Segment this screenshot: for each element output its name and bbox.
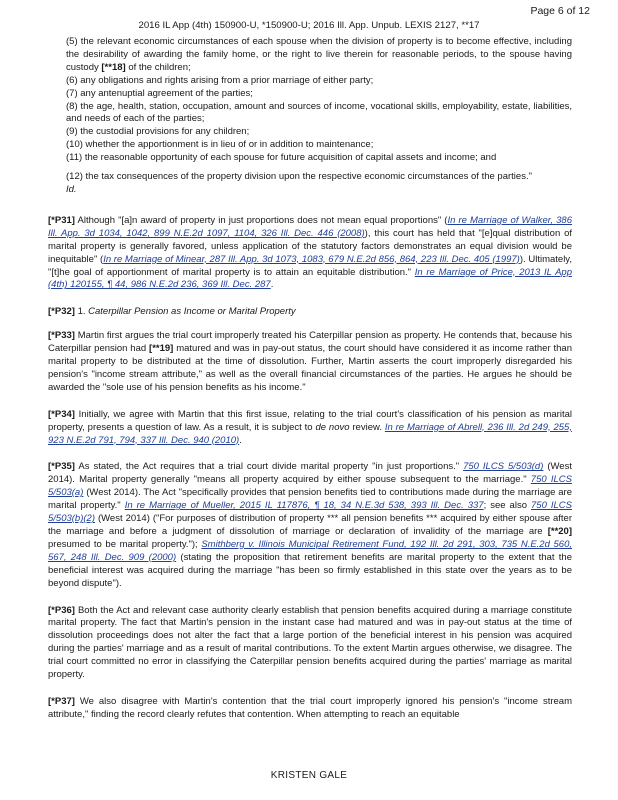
paragraph-p34: [*P34] Initially, we agree with Martin that this first issue, relating to the trial court's classification of his pension as marital property, presents a question of law. As a result, it is subject to de novo review. In re Marriage of Abrell, 236 Ill. 2d 249, 255, 923 N.E.2d 791, 794, 337 Ill. Dec. 940 (2010). bbox=[48, 408, 572, 446]
section-heading: Caterpillar Pension as Income or Marital Property bbox=[88, 306, 296, 318]
paragraph-p31: [*P31] Although "[a]n award of property in just proportions does not mean equal proportions" (In re Marriage of Walker, 386 Ill. App. 3d 1034, 1042, 899 N.E.2d 1097, 1104, 326 Ill. Dec. 446 (2008)), this court has held that "[e]qual distribution of marital property is generally favored, unless application of the statutory factors demonstrates an equal division would be inequitable" (In re Marriage of Minear, 287 Ill. App. 3d 1073, 1083, 679 N.E.2d 856, 864, 223 Ill. Dec. 405 (1997)). Ultimately, "[t]he goal of apportionment of marital property is to attain an equitable distribution." In re Marriage of Price, 2013 IL App (4th) 120155, ¶ 44, 986 N.E.2d 236, 369 Ill. Dec. 287. bbox=[48, 214, 572, 291]
case-link[interactable]: In re Marriage of Abrell, 236 Ill. 2d 249, 255, 923 N.E.2d 791, 794, 337 Ill. Dec. 940 (2010) bbox=[48, 421, 572, 446]
pin-cite: [*P32] bbox=[48, 306, 75, 318]
pin-cite: [*P34] bbox=[48, 408, 75, 420]
factor-11: (11) the reasonable opportunity of each spouse for future acquisition of capital assets and income; and bbox=[66, 152, 497, 164]
page-number: Page 6 of 12 bbox=[530, 5, 590, 17]
paragraph-p35: [*P35] As stated, the Act requires that a trial court divide marital property "in just proportions." 750 ILCS 5/503(d) (West 2014). Marital property generally "means all property acquired by either spouse subsequent to the marriage." 750 ILCS 5/503(a) (West 2014). The Act "specifically provides that pension benefits tied to contributions made during the marriage are marital property." In re Marriage of Mueller, 2015 IL 117876, ¶ 18, 34 N.E.3d 538, 393 Ill. Dec. 337; see also 750 ILCS 5/503(b)(2) (West 2014) ("For purposes of distribution of property *** all pension benefits *** acquired by either spouse after the marriage and before a judgment of dissolution of marriage or declaration of invalidity of the marriage are [**20] presumed to be marital property."); Smithberg v. Illinois Municipal Retirement Fund, 192 Ill. 2d 291, 303, 735 N.E.2d 560, 567, 248 Ill. Dec. 909 (2000) (stating the proposition that retirement benefits are marital property to the extent that the beneficial interest was acquired during the marriage "has been so firmly established in this state over the years as to be beyond dispute"). bbox=[48, 461, 572, 589]
factor-9: (9) the custodial provisions for any children; bbox=[66, 126, 250, 138]
star-page-marker: [**20] bbox=[547, 526, 572, 537]
factor-7: (7) any antenuptial agreement of the parties; bbox=[66, 87, 253, 99]
statute-link[interactable]: 750 ILCS 5/503(a) bbox=[48, 474, 572, 499]
statutory-factors-list bbox=[48, 36, 572, 184]
factor-12: (12) the tax consequences of the property division upon the respective economic circumstances of the parties." bbox=[66, 171, 532, 183]
footer-name: KRISTEN GALE bbox=[270, 770, 348, 781]
factor-8: (8) the age, health, station, occupation, amount and sources of income, vocational skills, employability, estate, liabilities, and needs of each of the parties; bbox=[66, 100, 572, 125]
paragraph-p36: [*P36] Both the Act and relevant case authority clearly establish that pension benefits acquired during a marriage constitute marital property. The fact that Martin's pension in the instant case had matured and was in pay-out status at the time of dissolution proceedings does not alter the fact that a large portion of the beneficial interest in his pension was acquired during the parties' marriage and as a result of marital contributions. To the extent Martin argues otherwise, we disagree. The trial court committed no error in classifying the Caterpillar pension benefits acquired during the parties' marriage as marital property. bbox=[48, 604, 572, 681]
statute-link[interactable]: 750 ILCS 5/503(b)(2) bbox=[48, 500, 572, 525]
case-link[interactable]: In re Marriage of Minear, 287 Ill. App. 3d 1073, 1083, 679 N.E.2d 856, 864, 223 Ill. Dec. 405 (1997) bbox=[103, 253, 520, 265]
pin-cite: [*P31] bbox=[48, 214, 75, 226]
statute-link[interactable]: 750 ILCS 5/503(d) bbox=[463, 461, 544, 473]
factor-10: (10) whether the apportionment is in lieu of or in addition to maintenance; bbox=[66, 139, 374, 151]
paragraph-p32: [*P32] 1. Caterpillar Pension as Income or Marital Property bbox=[48, 306, 296, 318]
factor-6: (6) any obligations and rights arising from a prior marriage of either party; bbox=[66, 74, 374, 86]
case-link[interactable]: In re Marriage of Walker, 386 Ill. App. 3d 1034, 1042, 899 N.E.2d 1097, 1104, 326 Ill. Dec. 446 (2008) bbox=[48, 214, 572, 239]
case-link[interactable]: In re Marriage of Price, 2013 IL App (4th) 120155, ¶ 44, 986 N.E.2d 236, 369 Ill. Dec. 287 bbox=[48, 266, 572, 291]
citation-header: 2016 IL App (4th) 150900-U, *150900-U; 2016 Ill. App. Unpub. LEXIS 2127, **17 bbox=[138, 20, 480, 31]
pin-cite: [*P35] bbox=[48, 461, 75, 473]
star-page-marker: [**19] bbox=[149, 343, 174, 355]
case-link[interactable]: Smithberg v. Illinois Municipal Retirement Fund, 192 Ill. 2d 291, 303, 735 N.E.2d 560, 567, 248 Ill. Dec. 909 (2000) bbox=[48, 538, 572, 563]
pin-cite: [*P37] bbox=[48, 695, 75, 707]
paragraph-p37: [*P37] We also disagree with Martin's contention that the trial court improperly ignored his pension's "income stream attribute," finding the record clearly refutes that contention. When attempting to reach an equitable bbox=[48, 695, 572, 720]
document-body bbox=[48, 36, 572, 736]
case-link[interactable]: In re Marriage of Mueller, 2015 IL 117876, ¶ 18, 34 N.E.3d 538, 393 Ill. Dec. 337 bbox=[124, 500, 484, 512]
pin-cite: [*P33] bbox=[48, 330, 75, 342]
pin-cite: [*P36] bbox=[48, 604, 75, 616]
id-citation: Id. bbox=[66, 183, 77, 195]
paragraph-p33: [*P33] Martin first argues the trial court improperly treated his Caterpillar pension as property. He contends that, because his Caterpillar pension had [**19] matured and was in pay-out status, the court should have considered it as income rather than marital property to be distributed at the time of dissolution. Further, Martin asserts the court improperly disregarded his pension's "income stream attribute," as well as the overall financial circumstances of the parties. He argues he should be awarded the "sole use of his pension benefits as his income." bbox=[48, 330, 572, 393]
star-page-marker: [**18] bbox=[101, 61, 126, 73]
factor-5: (5) the relevant economic circumstances of each spouse when the division of property is to become effective, including the desirability of awarding the family home, or the right to live therein for reasonable periods, to the spouse having custody [**18] of the children; bbox=[66, 36, 572, 73]
